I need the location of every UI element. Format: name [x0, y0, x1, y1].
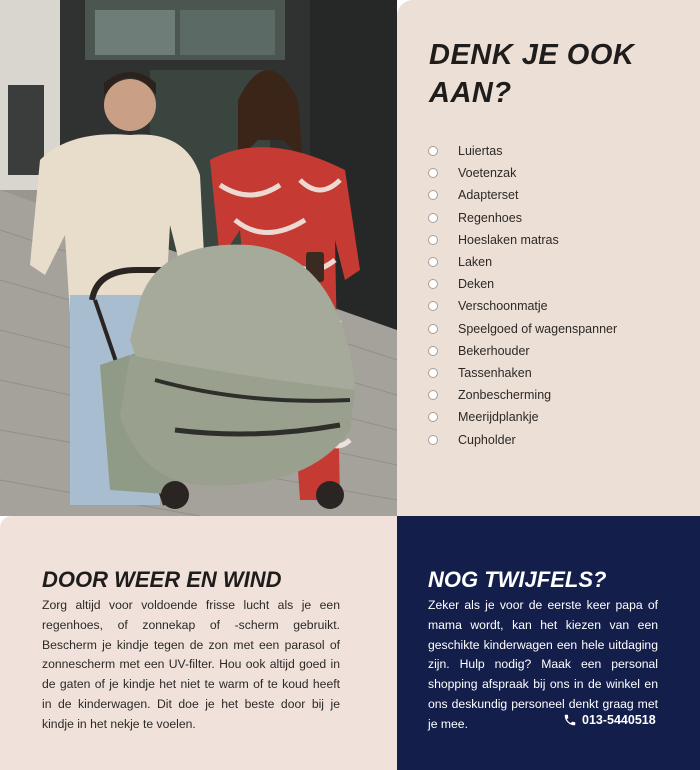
- checkbox[interactable]: [428, 301, 438, 311]
- checkbox[interactable]: [428, 213, 438, 223]
- list-item[interactable]: [428, 340, 617, 362]
- checkbox[interactable]: [428, 257, 438, 267]
- weather-title: DOOR WEER EN WIND: [42, 567, 282, 592]
- checklist-item-label: Zonbescherming: [458, 388, 552, 403]
- checkbox[interactable]: [428, 235, 438, 245]
- doubts-section: [397, 516, 700, 770]
- checklist-item-label: Meerijdplankje: [458, 410, 539, 425]
- phone-number: 013-5440518: [582, 713, 656, 727]
- checklist-item-label: Regenhoes: [458, 210, 522, 225]
- checkbox[interactable]: [428, 168, 438, 178]
- checkbox[interactable]: [428, 324, 438, 334]
- checklist-item-label: Deken: [458, 277, 495, 292]
- phone-link[interactable]: [563, 713, 656, 727]
- checklist-item-label: Hoeslaken matras: [458, 232, 559, 247]
- list-item[interactable]: [428, 295, 617, 317]
- weather-section: [0, 516, 397, 770]
- checkbox[interactable]: [428, 368, 438, 378]
- list-item[interactable]: [428, 273, 617, 295]
- product-photo: [0, 0, 397, 516]
- checkbox[interactable]: [428, 190, 438, 200]
- checklist-item-label: Speelgoed of wagenspanner: [458, 321, 618, 336]
- checkbox[interactable]: [428, 435, 438, 445]
- list-item[interactable]: [428, 318, 617, 340]
- checklist-item-label: Voetenzak: [458, 166, 517, 181]
- checklist-panel: [397, 0, 700, 516]
- list-item[interactable]: [428, 428, 617, 450]
- checklist-item-label: Verschoonmatje: [458, 299, 548, 314]
- checkbox[interactable]: [428, 146, 438, 156]
- checklist: [428, 140, 617, 451]
- list-item[interactable]: [428, 362, 617, 384]
- list-item[interactable]: [428, 384, 617, 406]
- checkbox[interactable]: [428, 390, 438, 400]
- list-item[interactable]: [428, 162, 617, 184]
- doubts-text: Zeker als je voor de eerste keer papa of mama wordt, kan het kiezen van een geschikte kinderwagen een hele uitdaging zijn. Hulp nodig? Maak een personal shopping afspraak bij ons in de winkel en ons deskundig personeel denkt graag met je mee.: [428, 598, 658, 731]
- checkbox[interactable]: [428, 279, 438, 289]
- checklist-item-label: Luiertas: [458, 144, 503, 159]
- checklist-title: DENK JE OOK AAN?: [429, 39, 635, 109]
- list-item[interactable]: [428, 207, 617, 229]
- list-item[interactable]: [428, 140, 617, 162]
- list-item[interactable]: [428, 229, 617, 251]
- weather-text: Zorg altijd voor voldoende frisse lucht als je een regenhoes, of zonnekap of -scherm gebruikt. Bescherm je kindje tegen de zon met een parasol of zonnescherm met een UV-filter. Hou ook altijd goed in de gaten of je kindje het niet te warm of te koud heeft in de kinderwagen. Dit doe je het beste door bij je kindje in het nekje te voelen.: [42, 598, 340, 731]
- checklist-item-label: Bekerhouder: [458, 343, 530, 358]
- list-item[interactable]: [428, 251, 617, 273]
- checkbox[interactable]: [428, 412, 438, 422]
- couple-with-pram-illustration: [0, 0, 397, 516]
- checklist-item-label: Tassenhaken: [458, 365, 532, 380]
- checklist-item-label: Laken: [458, 255, 493, 270]
- list-item[interactable]: [428, 184, 617, 206]
- phone-icon: [563, 713, 577, 727]
- checklist-item-label: Adapterset: [458, 188, 519, 203]
- list-item[interactable]: [428, 406, 617, 428]
- checklist-item-label: Cupholder: [458, 432, 516, 447]
- checkbox[interactable]: [428, 346, 438, 356]
- doubts-title: NOG TWIJFELS?: [428, 567, 607, 592]
